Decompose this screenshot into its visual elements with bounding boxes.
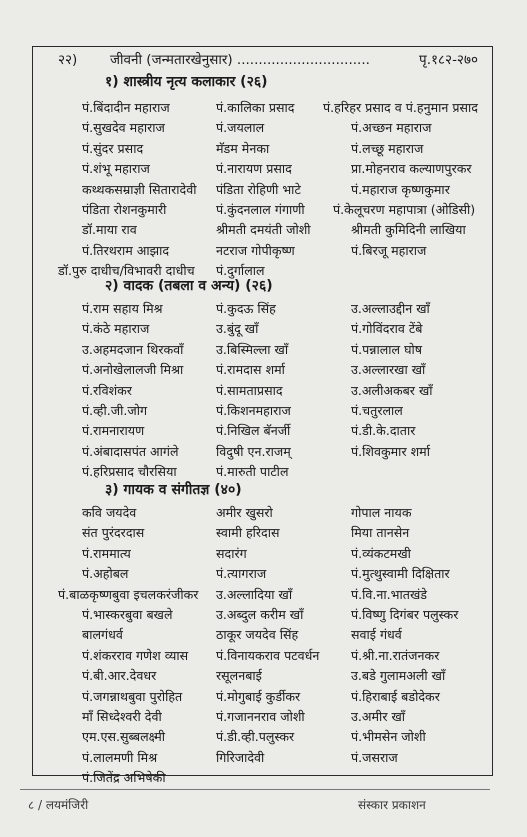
person-name: पं.राम सहाय मिश्र (82, 301, 163, 316)
person-name: उ.बुंदू खाँ (216, 321, 259, 337)
section-heading: २) वादक (तबला व अन्य) (२६) (105, 278, 273, 294)
person-name: पं.बिरजू महाराज (351, 242, 427, 258)
person-name: उ.अल्लाउद्दीन खाँ (351, 301, 430, 316)
name-row (0, 524, 527, 544)
person-name: पं.राममात्य (82, 545, 131, 561)
person-name: मॅडम मेनका (216, 140, 270, 156)
person-name: उ.अमीर खाँ (351, 709, 406, 724)
name-row (0, 119, 527, 139)
person-name: पं.दुर्गालाल (216, 263, 265, 279)
name-row (0, 749, 527, 769)
person-name: पं.सुंदर प्रसाद (82, 140, 144, 156)
person-name: रसूलनबाई (216, 668, 262, 684)
person-name: पं.बाळकृष्णबुवा इचलकरंजीकर (58, 586, 199, 602)
person-name: स्वामी हरिदास (216, 525, 280, 541)
person-name: पं.जितेंद्र अभिषेकी (82, 770, 166, 786)
person-name: पं.भास्करबुवा बखले (82, 607, 173, 622)
name-row (0, 160, 527, 180)
person-name: पं.मुत्थुस्वामी दिक्षितार (351, 566, 450, 582)
person-name: पं.शंकरराव गणेश व्यास (82, 647, 189, 663)
header-number: २२) (58, 52, 78, 68)
person-name: पं.विष्णु दिगंबर पलुस्कर (351, 607, 459, 622)
person-name: पं.अच्छन महाराज (351, 120, 432, 136)
person-name: पं.त्यागराज (216, 566, 267, 582)
person-name: पं.कालिका प्रसाद (216, 100, 295, 115)
name-row (0, 626, 527, 646)
person-name: विदुषी एन.राजम् (216, 443, 291, 459)
person-name: पं.वि.ना.भातखंडे (351, 586, 428, 602)
person-name: उ.बडे गुलामअली खाँ (351, 668, 446, 684)
name-row (0, 320, 527, 340)
person-name: पं.अहोबल (82, 566, 129, 582)
person-name: पं.गोविंदराव टेंबे (351, 321, 423, 337)
name-row (0, 341, 527, 361)
person-name: श्रीमती कुमिदिनी लाखिया (351, 222, 466, 238)
person-name: पं.व्यंकटमखी (351, 545, 411, 561)
person-name: पं.मारुती पाटील (216, 464, 289, 480)
person-name: पंडिता रोशनकुमारी (82, 202, 167, 217)
footer-rule (20, 789, 490, 790)
person-name: कथ्थकसम्राज्ञी सितारादेवी (82, 181, 197, 197)
person-name: डॉ.पुरु दाधीच/विभावरी दाधीच (58, 263, 195, 279)
person-name: सवाई गंधर्व (351, 627, 402, 643)
person-name: पं.अनोखेलालजी मिश्रा (82, 362, 184, 378)
person-name: पं.हरिप्रसाद चौरसिया (82, 464, 177, 480)
name-row (0, 586, 527, 606)
name-row (0, 504, 527, 524)
person-name: पं.सुखदेव महाराज (82, 120, 165, 136)
name-row (0, 647, 527, 667)
person-name: पं.चतुरलाल (351, 403, 403, 418)
person-name: सदारंग (216, 545, 247, 561)
name-row (0, 201, 527, 221)
person-name: पं.जयलाल (216, 120, 265, 136)
person-name: बालगंधर्व (82, 627, 123, 643)
person-name: पं.महाराज कृष्णकुमार (351, 181, 450, 197)
person-name: पं.भीमसेन जोशी (351, 729, 426, 745)
name-row (0, 606, 527, 626)
person-name: उ.अहमदजान थिरकवाँ (82, 341, 184, 357)
page-header (58, 50, 488, 70)
person-name: गोपाल नायक (351, 505, 412, 520)
person-name: ठाकूर जयदेव सिंह (216, 627, 299, 643)
header-pages: पृ.१८२-२७० (419, 52, 478, 68)
name-row (0, 242, 527, 262)
person-name: पं.अंबादासपंत आगंले (82, 443, 179, 459)
person-name: माँ सिध्देश्वरी देवी (82, 709, 162, 724)
person-name: पं.रामनारायण (82, 423, 145, 439)
person-name: डॉ.माया राव (82, 222, 137, 238)
person-name: पं.बी.आर.देवधर (82, 668, 157, 684)
person-name: पं.शिवकुमार शर्मा (351, 443, 430, 459)
person-name: पं.तिरथराम आझाद (82, 242, 170, 258)
person-name: प्रा.मोहनराव कल्याणपुरकर (351, 161, 472, 177)
name-row (0, 221, 527, 241)
person-name: पं.हिराबाई बडोदेकर (351, 688, 440, 704)
section-heading: ३) गायक व संगीतज्ञ (४०) (105, 482, 242, 498)
name-row (0, 667, 527, 687)
name-row (0, 382, 527, 402)
person-name: पं.लालमणी मिश्र (82, 749, 158, 765)
person-name: पं.सामताप्रसाद (216, 382, 283, 398)
person-name: पं.पन्नालाल घोष (351, 341, 423, 357)
person-name: पंडिता रोहिणी भाटे (216, 181, 301, 197)
name-row (0, 688, 527, 708)
person-name: श्रीमती दमयंती जोशी (216, 222, 311, 238)
person-name: पं.डी.व्ही.पलुस्कर (216, 729, 295, 745)
person-name: पं.मोगुबाई कुर्डीकर (216, 688, 301, 704)
name-row (0, 443, 527, 463)
footer-publisher: संस्कार प्रकाशन (358, 798, 426, 812)
name-row (0, 728, 527, 748)
person-name: पं.गजाननराव जोशी (216, 709, 305, 724)
name-row (0, 361, 527, 381)
person-name: संत पुरंदरदास (82, 525, 145, 541)
name-row (0, 463, 527, 483)
person-name: पं.विनायकराव पटवर्धन (216, 647, 320, 663)
person-name: पं.श्री.ना.रातंजनकर (351, 647, 440, 663)
person-name: पं.कंठे महाराज (82, 321, 150, 337)
section-heading: १) शास्त्रीय नृत्य कलाकार (२६) (105, 74, 268, 90)
person-name: मिया तानसेन (351, 525, 410, 541)
person-name: अमीर खुसरो (216, 505, 273, 520)
person-name: पं.लच्छू महाराज (351, 140, 424, 156)
person-name: उ.अब्दुल करीम खाँ (216, 607, 304, 622)
person-name: पं.हरिहर प्रसाद व पं.हनुमान प्रसाद (323, 100, 478, 115)
name-row (0, 422, 527, 442)
person-name: पं.बिंदादीन महाराज (82, 100, 170, 115)
name-row (0, 402, 527, 422)
person-name: गिरिजादेवी (216, 749, 265, 765)
person-name: उ.अल्लादिया खाँ (216, 586, 293, 602)
person-name: नटराज गोपीकृष्ण (216, 242, 295, 258)
name-row (0, 565, 527, 585)
person-name: पं.व्ही.जी.जोग (82, 403, 148, 418)
person-name: पं.रामदास शर्मा (216, 362, 285, 378)
person-name: पं.नारायण प्रसाद (216, 161, 292, 177)
name-row (0, 545, 527, 565)
name-row (0, 99, 527, 119)
person-name: पं.निखिल बॅनर्जी (216, 423, 291, 439)
person-name: एम.एस.सुब्बलक्ष्मी (82, 729, 166, 745)
person-name: उ.अलीअकबर खाँ (351, 382, 433, 398)
person-name: उ.बिस्मिल्ला खाँ (216, 341, 289, 357)
person-name: पं.जगन्नाथबुवा पुरोहित (82, 688, 183, 704)
person-name: पं.डी.के.दातार (351, 423, 416, 439)
person-name: पं.कुंदनलाल गंगाणी (216, 202, 305, 217)
footer-book-title: ८ / लयमंजिरी (28, 798, 89, 812)
person-name: पं.केलूचरण महापात्रा (ओडिसी) (333, 202, 476, 217)
person-name: पं.किशनमहाराज (216, 403, 291, 418)
person-name: कवि जयदेव (82, 505, 137, 520)
person-name: पं.जसराज (351, 749, 398, 765)
person-name: पं.कुदऊ सिंह (216, 301, 276, 316)
person-name: उ.अल्लारखा खाँ (351, 362, 426, 378)
name-row (0, 300, 527, 320)
name-row (0, 140, 527, 160)
person-name: पं.शंभू महाराज (82, 161, 150, 177)
name-row (0, 708, 527, 728)
header-title: जीवनी (जन्मतारखेनुसार) ............................... (110, 52, 370, 68)
name-row (0, 181, 527, 201)
person-name: पं.रविशंकर (82, 382, 132, 398)
name-row (0, 769, 527, 789)
